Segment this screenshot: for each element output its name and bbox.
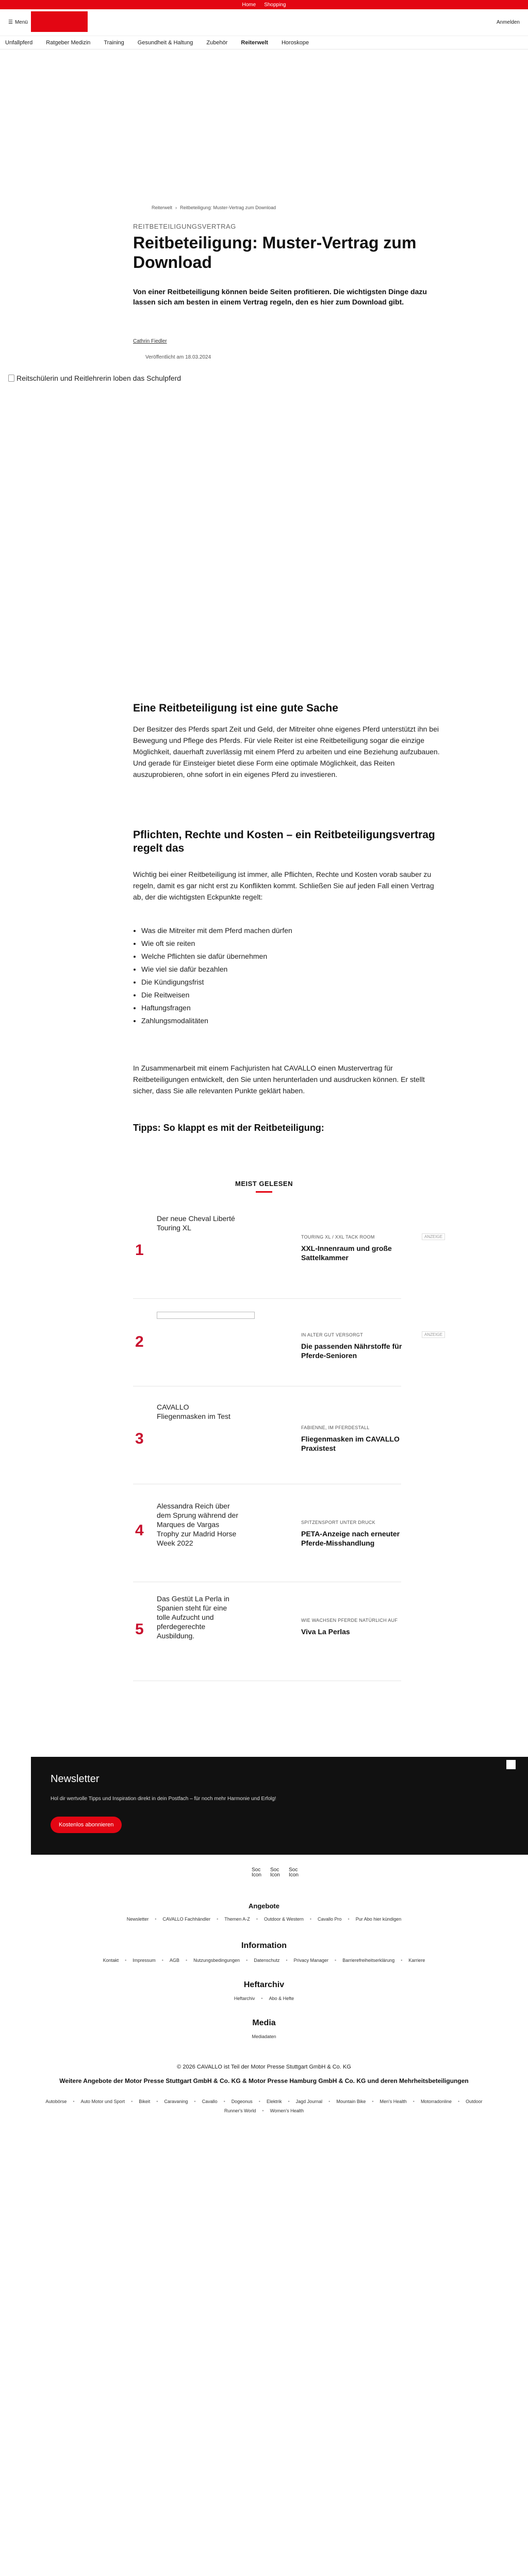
newsletter-box: [31, 1757, 528, 1855]
footer-information-links: Kontakt • Impressum • AGB • Nutzungsbedingungen • Datenschutz • Privacy Manager • Barrierefreiheitserklärung • Karriere: [103, 1958, 425, 1963]
footer-link[interactable]: Men's Health: [380, 2099, 407, 2104]
newsletter-title: Newsletter: [51, 1773, 100, 1785]
most-read-rank: 2: [135, 1333, 144, 1350]
top-link-shopping[interactable]: Shopping: [264, 2, 286, 8]
author-link[interactable]: Cathrin Fiedler: [133, 338, 167, 344]
footer-media-heading: Media: [252, 2019, 276, 2027]
newsletter-text: Hol dir wertvolle Tipps und Inspiration direkt in dein Postfach – für noch mehr Harmonie und Erfolg!: [51, 1796, 276, 1802]
breadcrumb-item-reiterwelt[interactable]: Reiterwelt: [152, 205, 173, 210]
most-read-image: Alessandra Reich über dem Sprung während der Marques de Vargas Trophy zur Madrid Horse Week 2022: [157, 1502, 238, 1547]
menu-label: Menü: [14, 20, 28, 25]
hamburger-icon: ☰: [8, 20, 13, 25]
footer-link[interactable]: Runner's World: [224, 2108, 256, 2113]
most-read-rank: 4: [135, 1522, 144, 1539]
footer-angebote-links: Newsletter • CAVALLO Fachhändler • Themen A-Z • Outdoor & Western • Cavallo Pro • Pur Abo hier kündigen: [126, 1917, 402, 1922]
footer-link[interactable]: Bikeit: [139, 2099, 151, 2104]
most-read-category: IN ALTER GUT VERSORGT: [301, 1332, 363, 1337]
breadcrumb: [133, 205, 442, 210]
ad-badge: ANZEIGE: [422, 1233, 445, 1240]
hero-image-alt: Reitschülerin und Reitlehrerin loben das Schulpferd: [16, 374, 182, 382]
most-read-rank: 3: [135, 1430, 144, 1447]
top-bar: [0, 0, 528, 9]
section-heading-2: Pflichten, Rechte und Kosten – ein Reitbeteiligungsvertrag regelt das: [133, 829, 435, 854]
footer-link[interactable]: Abo & Hefte: [269, 1996, 294, 2001]
published-date: Veröffentlicht am 18.03.2024: [145, 354, 211, 360]
copyright: © 2026 CAVALLO ist Teil der Motor Presse Stuttgart GmbH & Co. KG: [177, 2064, 351, 2070]
footer-link[interactable]: Barrierefreiheitserklärung: [342, 1958, 395, 1963]
social-links: [252, 1868, 299, 1878]
footer-link[interactable]: Impressum: [133, 1958, 156, 1963]
list-item: • Wie viel sie dafür bezahlen: [141, 963, 442, 976]
close-icon[interactable]: [506, 1760, 516, 1769]
footer-link[interactable]: Mediadaten: [252, 2034, 276, 2039]
newsletter-subscribe-button[interactable]: Kostenlos abonnieren: [51, 1817, 122, 1833]
footer-media-links: [0, 2034, 528, 2039]
article-paragraph-1: Der Besitzer des Pferds spart Zeit und Geld, der Mitreiter ohne eigenes Pferd unterstützt ihn bei Bewegung und Pflege des Pferds. Für viele Reiter ist eine Reitbeteiligung sogar die einzige Möglichkeit, dauerhaft zuverlässig mit einem Pferd zu arbeiten und eine Beziehung aufzubauen. Und gerade für Einsteiger bietet diese Form eine optimale Möglichkeit, das Reiten auszuprobieren, ohne sofort in ein eigenes Pferd zu investieren.: [133, 725, 440, 778]
most-read-image: Der neue Cheval Liberté Touring XL: [157, 1214, 235, 1232]
most-read-image: Das Gestüt La Perla in Spanien steht für eine tolle Aufzucht und pferdegerechte Ausbildung.: [157, 1595, 229, 1640]
footer-link[interactable]: CAVALLO Fachhändler: [162, 1917, 211, 1922]
most-read-image: [157, 1312, 255, 1319]
section-heading-3: Tipps: So klappt es mit der Reitbeteiligung:: [133, 1123, 324, 1133]
footer-link[interactable]: Karriere: [408, 1958, 425, 1963]
page-title: Reitbeteiligung: Muster-Vertrag zum Download: [133, 233, 417, 272]
footer-link[interactable]: Cavallo Pro: [318, 1917, 342, 1922]
footer-weitere-heading: Weitere Angebote der Motor Presse Stuttgart GmbH & Co. KG & Motor Presse Hamburg GmbH & Co. KG und deren Mehrheitsbeteiligungen: [59, 2077, 469, 2084]
most-read-title: Viva La Perlas: [301, 1628, 350, 1636]
most-read-category: SPITZENSPORT UNTER DRUCK: [301, 1520, 375, 1525]
most-read-category: TOURING XL / XXL TACK ROOM: [301, 1234, 375, 1240]
footer-link[interactable]: Autobörse: [45, 2099, 67, 2104]
list-item: • Was die Mitreiter mit dem Pferd machen dürfen: [141, 924, 442, 937]
footer-link[interactable]: Pur Abo hier kündigen: [355, 1917, 402, 1922]
footer-link[interactable]: Elektrik: [266, 2099, 282, 2104]
footer-link[interactable]: AGB: [169, 1958, 179, 1963]
footer-link[interactable]: Nutzungsbedingungen: [193, 1958, 240, 1963]
list-item: • Wie oft sie reiten: [141, 937, 442, 950]
most-read-rank: 5: [135, 1621, 144, 1638]
social-icon[interactable]: Soc Icon: [252, 1867, 261, 1878]
breadcrumb-item-current: Reitbeteiligung: Muster-Vertrag zum Download: [180, 205, 276, 210]
social-icon[interactable]: Soc Icon: [289, 1867, 299, 1878]
footer-link[interactable]: Datenschutz: [254, 1958, 280, 1963]
footer-link[interactable]: Outdoor: [466, 2099, 483, 2104]
breadcrumb-separator: ›: [175, 205, 177, 210]
nav-item-reiterwelt[interactable]: Reiterwelt: [241, 39, 268, 46]
most-read-category: FABIENNE, IM PFERDESTALL: [301, 1425, 370, 1430]
footer-heftarchiv-heading: Heftarchiv: [243, 1980, 285, 1989]
footer-link[interactable]: Auto Motor und Sport: [80, 2099, 125, 2104]
footer-link[interactable]: Kontakt: [103, 1958, 119, 1963]
login-link[interactable]: Anmelden: [496, 20, 520, 25]
most-read-title: PETA-Anzeige nach erneuter Pferde-Misshandlung: [301, 1530, 400, 1547]
nav-item-horoskope[interactable]: Horoskope: [281, 39, 309, 46]
list-item: • Haftungsfragen: [141, 1002, 442, 1014]
most-read-title: Die passenden Nährstoffe für Pferde-Senioren: [301, 1342, 402, 1360]
social-icon[interactable]: Soc Icon: [270, 1867, 280, 1878]
footer-link[interactable]: Motorradonline: [420, 2099, 452, 2104]
footer-information-heading: Information: [241, 1941, 287, 1950]
broken-image-icon: [8, 375, 14, 382]
article-paragraph-2: Wichtig bei einer Reitbeteiligung ist immer, alle Pflichten, Rechte und Kosten vorab sauber zu regeln, damit es gar nicht erst zu Konflikten kommt. Schließen Sie auf jeden Fall einen Vertrag ab, der die wichtigsten Eckpunkte regelt:: [133, 870, 434, 901]
article-kicker: REITBETEILIGUNGSVERTRAG: [133, 223, 236, 230]
ad-badge: ANZEIGE: [422, 1331, 445, 1338]
most-read-category: WIE WACHSEN PFERDE NATÜRLICH AUF: [301, 1618, 398, 1623]
most-read-image: CAVALLO Fliegenmasken im Test: [157, 1403, 230, 1420]
footer-link[interactable]: Cavallo: [202, 2099, 218, 2104]
most-read-rank: 1: [135, 1242, 144, 1259]
nav-item-ratgeber-medizin[interactable]: Ratgeber Medizin: [46, 39, 91, 46]
top-link-home[interactable]: Home: [242, 2, 256, 8]
footer-link[interactable]: Newsletter: [126, 1917, 149, 1922]
footer-link[interactable]: Mountain Bike: [336, 2099, 366, 2104]
footer-link[interactable]: Caravaning: [164, 2099, 188, 2104]
section-heading-1: Eine Reitbeteiligung ist eine gute Sache: [133, 702, 338, 714]
footer-link[interactable]: Privacy Manager: [293, 1958, 329, 1963]
most-read-underline: [256, 1191, 272, 1193]
footer-link[interactable]: Dogeonus: [231, 2099, 253, 2104]
footer-heftarchiv-links: Heftarchiv • Abo & Hefte: [234, 1996, 294, 2001]
most-read-heading: MEIST GELESEN: [235, 1180, 293, 1188]
cavallo-logo[interactable]: [31, 11, 88, 32]
nav-item-zubehoer[interactable]: Zubehör: [206, 39, 228, 46]
main-nav: [0, 36, 528, 49]
article-lead: Von einer Reitbeteiligung können beide Seiten profitieren. Die wichtigsten Dinge dazu lassen sich am besten in einem Vertrag regeln, den es hier zum Download gibt.: [133, 287, 427, 306]
footer-angebote-heading: Angebote: [249, 1902, 279, 1910]
list-item: • Die Kündigungsfrist: [141, 976, 442, 989]
footer-link[interactable]: Outdoor & Western: [263, 1917, 304, 1922]
nav-item-gesundheit[interactable]: Gesundheit & Haltung: [137, 39, 193, 46]
list-item: • Zahlungsmodalitäten: [141, 1014, 442, 1027]
hero-image: [8, 374, 181, 382]
most-read-title: Fliegenmasken im CAVALLO Praxistest: [301, 1435, 400, 1452]
footer-link[interactable]: Jagd Journal: [295, 2099, 323, 2104]
most-read-title: XXL-Innenraum und große Sattelkammer: [301, 1244, 392, 1262]
footer-link[interactable]: Women's Health: [270, 2108, 304, 2113]
nav-item-unfallpferd[interactable]: Unfallpferd: [5, 39, 33, 46]
footer-weitere-links: Autobörse • Auto Motor und Sport • Bikeit • Caravaning • Cavallo • Dogeonus • Elektrik • Jagd Journal • Mountain Bike • Men's Health • Motorradonline • Outdoor: [45, 2099, 483, 2104]
list-item: • Die Reitweisen: [141, 989, 442, 1002]
article-bullet-list: [133, 924, 442, 1027]
list-item: • Welche Pflichten sie dafür übernehmen: [141, 950, 442, 963]
footer-link[interactable]: Themen A-Z: [224, 1917, 250, 1922]
article-paragraph-3: In Zusammenarbeit mit einem Fachjuristen hat CAVALLO einen Mustervertrag für Reitbeteiligungen entwickelt, den Sie unten herunterladen und ausdrucken können. Er stellt sicher, dass Sie alle relevanten Punkte geklärt haben.: [133, 1064, 425, 1095]
menu-button[interactable]: [8, 20, 28, 25]
divider: [133, 1298, 401, 1299]
footer-weitere-links-2: Runner's World • Women's Health: [224, 2108, 304, 2113]
nav-item-training[interactable]: Training: [104, 39, 124, 46]
footer-link[interactable]: Heftarchiv: [234, 1996, 255, 2001]
